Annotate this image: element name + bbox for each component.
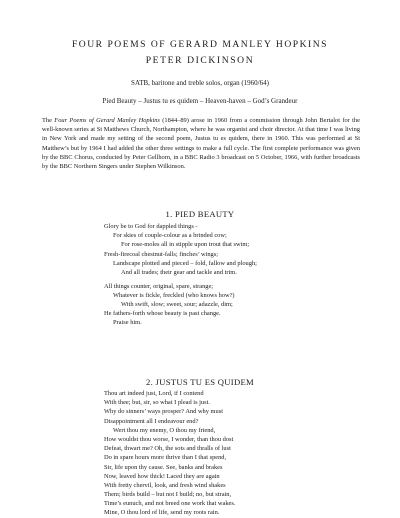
intro-text-start: The bbox=[42, 117, 55, 124]
poem-line: Fresh-firecoal chestnut-falls; finches’ wings; bbox=[104, 250, 218, 258]
poem-pied-beauty bbox=[104, 222, 364, 328]
poem-line: He fathers-forth whose beauty is past change. bbox=[104, 310, 221, 318]
poem-line: Now, leaved how thick! Laced they are again bbox=[104, 472, 220, 480]
intro-italic-title: Four Poems of Gerard Manley Hopkins bbox=[54, 117, 160, 124]
poem-line: How wouldst thou worse, I wonder, than thou dost bbox=[104, 435, 234, 443]
composer-name: PETER DICKINSON bbox=[145, 55, 255, 66]
poem-line: Sir, life upon thy cause. See, banks and brakes bbox=[104, 463, 223, 471]
poem-line: For skies of couple-colour as a brinded cow; bbox=[113, 232, 227, 240]
document-title: FOUR POEMS OF GERARD MANLEY HOPKINS bbox=[71, 39, 329, 50]
contents-line: Pied Beauty – Justus tu es quidem – Heaven-haven – God’s Grandeur bbox=[102, 97, 298, 105]
intro-text-body: (1844–89) arose in 1960 from a commission through John Bertalot for the well-known series at St Matthews Church, Northampton, where he was organist and choir director. At that time I was living in New York and made my setting of the second poem, Justus tu es quidem, there in 1960. This was performed at St Matthew’s but by 1964 I had added the other three settings to make a full cycle. The first complete performance was given by the BBC Chorus, conducted by Peter Gellhorn, in a BBC Radio 3 broadcast on 5 October, 1966, with further broadcasts by the BBC Northern Singers under Stephen Wilkinson. bbox=[42, 117, 360, 171]
poem-heading-pied-beauty: 1. PIED BEAUTY bbox=[165, 209, 235, 219]
intro-paragraph bbox=[42, 116, 360, 171]
poem-line: Thou art indeed just, Lord, if I contend bbox=[104, 390, 204, 397]
scoring-line: SATB, baritone and treble solos, organ (1960/64) bbox=[131, 79, 269, 87]
poem-justus-tu-es-quidem bbox=[104, 389, 364, 518]
poem-line: Them; birds build – but not I build; no, but strain, bbox=[104, 491, 232, 499]
poem-line: Disappointment all I endeavour end? bbox=[104, 417, 199, 425]
poem-line: For rose-moles all in stipple upon trout that swim; bbox=[121, 241, 250, 249]
poem-line: With fretty chervil, look, and fresh wind shakes bbox=[104, 481, 226, 489]
poem-line: Why do sinners’ ways prosper? And why must bbox=[104, 408, 223, 416]
poem-heading-justus: 2. JUSTUS TU ES QUIDEM bbox=[146, 377, 254, 387]
poem-line: With swift, slow; sweet, sour; adazzle, dim; bbox=[121, 301, 233, 309]
poem-line: With thee; but, sir, so what I plead is just. bbox=[104, 399, 210, 407]
poem-line: Whatever is fickle, freckled (who knows how?) bbox=[113, 291, 235, 299]
poem-line: Landscape plotted and pieced – fold, fallow and plough; bbox=[113, 259, 257, 267]
poem-line: Do in spare hours more thrive than I that spend, bbox=[104, 454, 227, 462]
poem-line: Time’s eunuch, and not breed one work that wakes. bbox=[104, 500, 236, 508]
poem-line: And all trades; their gear and tackle and trim. bbox=[121, 268, 237, 276]
poem-line: All things counter, original, spare, strange; bbox=[104, 282, 214, 290]
poem-line: Praise him. bbox=[113, 319, 142, 327]
poem-line: Glory be to God for dappled things - bbox=[104, 223, 198, 230]
poem-line: Wert thou my enemy, O thou my friend, bbox=[113, 426, 216, 434]
poem-line: Mine, O thou lord of life, send my roots rain. bbox=[104, 509, 220, 517]
poem-line: Defeat, thwart me? Oh, the sots and thralls of lust bbox=[104, 445, 231, 453]
